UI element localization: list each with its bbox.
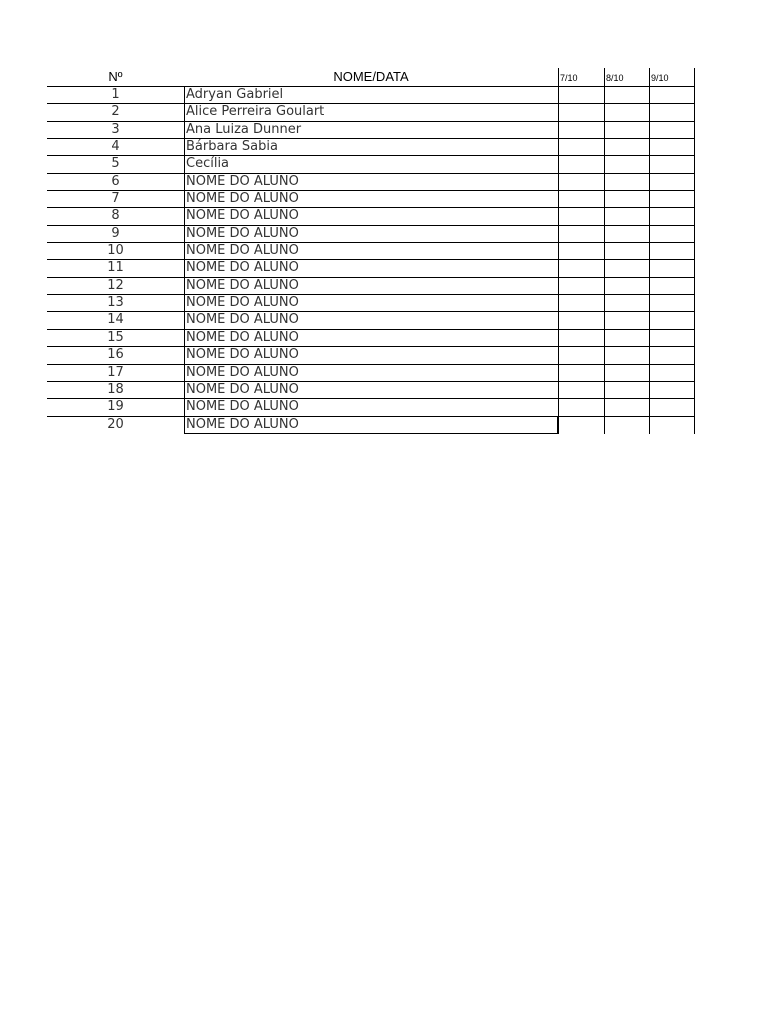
row-number: 19: [107, 399, 124, 415]
attendance-cell-1[interactable]: [558, 156, 604, 172]
student-name-cell[interactable]: NOME DO ALUNO: [184, 382, 558, 398]
attendance-cell-3[interactable]: [649, 365, 695, 381]
attendance-cell-1[interactable]: [558, 382, 604, 398]
row-number: 18: [107, 381, 124, 397]
attendance-cell-2[interactable]: [604, 260, 649, 276]
attendance-cell-3[interactable]: [649, 243, 695, 259]
student-name-cell[interactable]: NOME DO ALUNO: [184, 312, 558, 328]
attendance-cell-1[interactable]: [558, 243, 604, 259]
row-number: 7: [111, 191, 120, 207]
attendance-cell-3[interactable]: [649, 382, 695, 398]
attendance-cell-2[interactable]: [604, 312, 649, 328]
attendance-cell-1[interactable]: [558, 104, 604, 120]
attendance-cell-3[interactable]: [649, 347, 695, 363]
attendance-cell-1[interactable]: [558, 365, 604, 381]
attendance-cell-2[interactable]: [604, 226, 649, 242]
row-number: 17: [107, 364, 124, 380]
attendance-cell-2[interactable]: [604, 104, 649, 120]
attendance-cell-3[interactable]: [649, 174, 695, 190]
student-rows: [47, 87, 695, 434]
table-row: [47, 260, 695, 277]
attendance-cell-1[interactable]: [558, 399, 604, 415]
row-number: 6: [111, 173, 120, 189]
date-column-header-1: 7/10: [558, 68, 604, 86]
row-number: 20: [107, 416, 124, 432]
attendance-cell-2[interactable]: [604, 399, 649, 415]
student-name-cell[interactable]: NOME DO ALUNO: [184, 417, 558, 434]
table-row: [47, 104, 695, 121]
row-number: 16: [107, 347, 124, 363]
table-row: [47, 156, 695, 173]
row-number: 2: [111, 104, 120, 120]
attendance-cell-3[interactable]: [649, 156, 695, 172]
attendance-cell-1[interactable]: [558, 174, 604, 190]
attendance-cell-1[interactable]: [558, 347, 604, 363]
attendance-cell-3[interactable]: [649, 330, 695, 346]
table-row: [47, 330, 695, 347]
table-row: [47, 243, 695, 260]
attendance-cell-2[interactable]: [604, 382, 649, 398]
attendance-cell-1[interactable]: [558, 226, 604, 242]
student-name-cell[interactable]: NOME DO ALUNO: [184, 174, 558, 190]
attendance-cell-3[interactable]: [649, 139, 695, 155]
student-name-cell[interactable]: Cecília: [184, 156, 558, 172]
student-name-cell[interactable]: NOME DO ALUNO: [184, 226, 558, 242]
row-number: 9: [111, 225, 120, 241]
attendance-cell-2[interactable]: [604, 417, 649, 434]
attendance-cell-3[interactable]: [649, 260, 695, 276]
row-number: 4: [111, 139, 120, 155]
student-name-cell[interactable]: Ana Luiza Dunner: [184, 122, 558, 138]
row-number: 10: [107, 243, 124, 259]
table-row: [47, 347, 695, 364]
table-row: [47, 365, 695, 382]
attendance-cell-1[interactable]: [558, 208, 604, 224]
attendance-cell-3[interactable]: [649, 208, 695, 224]
attendance-cell-3[interactable]: [649, 122, 695, 138]
table-row: [47, 226, 695, 243]
attendance-cell-2[interactable]: [604, 243, 649, 259]
attendance-cell-3[interactable]: [649, 417, 695, 434]
student-name-cell[interactable]: NOME DO ALUNO: [184, 208, 558, 224]
student-name-cell[interactable]: Bárbara Sabia: [184, 139, 558, 155]
attendance-sheet: [47, 68, 695, 434]
attendance-cell-2[interactable]: [604, 208, 649, 224]
table-row: [47, 87, 695, 104]
student-name-cell[interactable]: Adryan Gabriel: [184, 87, 558, 103]
date-column-header-3: 9/10: [649, 68, 695, 86]
attendance-cell-1[interactable]: [558, 312, 604, 328]
table-row: [47, 278, 695, 295]
student-name-cell[interactable]: NOME DO ALUNO: [184, 260, 558, 276]
attendance-cell-2[interactable]: [604, 295, 649, 311]
header-row: [47, 68, 695, 87]
table-row: [47, 417, 695, 434]
attendance-cell-2[interactable]: [604, 156, 649, 172]
attendance-cell-3[interactable]: [649, 312, 695, 328]
attendance-cell-1[interactable]: [558, 191, 604, 207]
table-row: [47, 122, 695, 139]
attendance-cell-3[interactable]: [649, 295, 695, 311]
attendance-cell-3[interactable]: [649, 104, 695, 120]
number-column-header: Nº: [108, 69, 123, 84]
student-name-cell[interactable]: NOME DO ALUNO: [184, 399, 558, 415]
table-row: [47, 191, 695, 208]
attendance-cell-1[interactable]: [558, 87, 604, 103]
row-number: 3: [111, 121, 120, 137]
attendance-cell-3[interactable]: [649, 226, 695, 242]
attendance-cell-2[interactable]: [604, 139, 649, 155]
attendance-cell-2[interactable]: [604, 330, 649, 346]
attendance-cell-2[interactable]: [604, 347, 649, 363]
table-row: [47, 139, 695, 156]
attendance-cell-1[interactable]: [558, 260, 604, 276]
row-number: 14: [107, 312, 124, 328]
student-name-cell[interactable]: NOME DO ALUNO: [184, 365, 558, 381]
attendance-cell-1[interactable]: [558, 295, 604, 311]
row-number: 12: [107, 277, 124, 293]
row-number: 5: [111, 156, 120, 172]
attendance-cell-2[interactable]: [604, 365, 649, 381]
attendance-cell-1[interactable]: [558, 122, 604, 138]
row-number: 8: [111, 208, 120, 224]
student-name-cell[interactable]: NOME DO ALUNO: [184, 191, 558, 207]
student-name-cell[interactable]: NOME DO ALUNO: [184, 330, 558, 346]
table-row: [47, 174, 695, 191]
attendance-cell-1[interactable]: [558, 417, 604, 434]
attendance-cell-2[interactable]: [604, 87, 649, 103]
table-row: [47, 382, 695, 399]
attendance-cell-3[interactable]: [649, 87, 695, 103]
student-name-cell[interactable]: NOME DO ALUNO: [184, 278, 558, 294]
attendance-cell-3[interactable]: [649, 399, 695, 415]
attendance-cell-1[interactable]: [558, 139, 604, 155]
attendance-cell-1[interactable]: [558, 278, 604, 294]
row-number: 11: [107, 260, 124, 276]
attendance-cell-2[interactable]: [604, 174, 649, 190]
date-column-header-2: 8/10: [604, 68, 649, 86]
student-name-cell[interactable]: Alice Perreira Goulart: [184, 104, 558, 120]
attendance-cell-2[interactable]: [604, 191, 649, 207]
attendance-cell-3[interactable]: [649, 191, 695, 207]
attendance-cell-2[interactable]: [604, 278, 649, 294]
row-number: 13: [107, 295, 124, 311]
student-name-cell[interactable]: NOME DO ALUNO: [184, 295, 558, 311]
attendance-cell-1[interactable]: [558, 330, 604, 346]
row-number: 1: [111, 87, 120, 102]
table-row: [47, 208, 695, 225]
table-row: [47, 312, 695, 329]
student-name-cell[interactable]: NOME DO ALUNO: [184, 347, 558, 363]
name-date-column-header: NOME/DATA: [333, 69, 409, 84]
row-number: 15: [107, 329, 124, 345]
attendance-cell-3[interactable]: [649, 278, 695, 294]
attendance-cell-2[interactable]: [604, 122, 649, 138]
table-row: [47, 399, 695, 416]
student-name-cell[interactable]: NOME DO ALUNO: [184, 243, 558, 259]
table-row: [47, 295, 695, 312]
